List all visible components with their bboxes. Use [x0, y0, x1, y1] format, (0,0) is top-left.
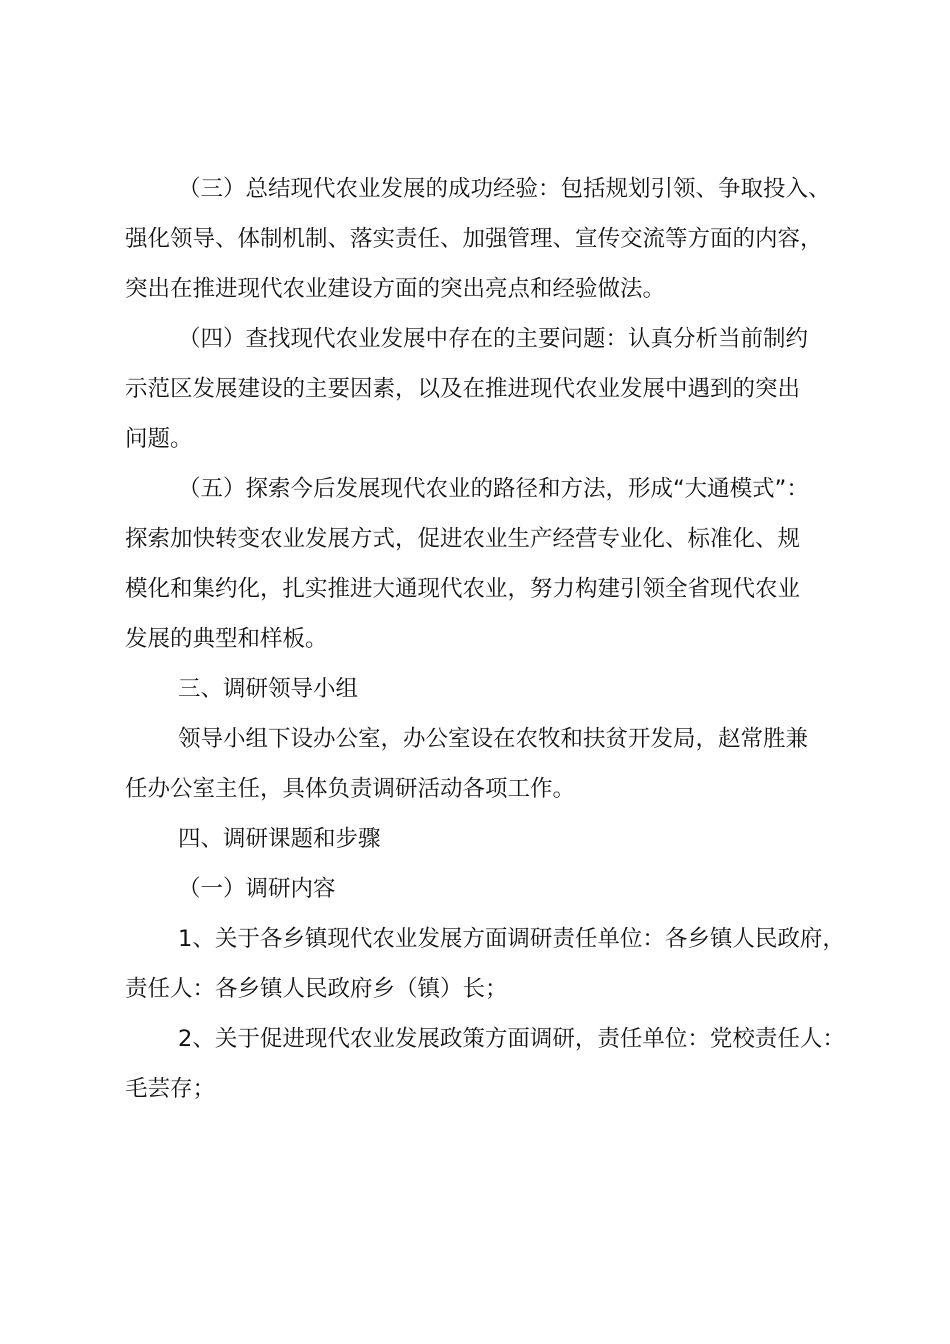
- text-line: 模化和集约化，扎实推进大通现代农业，努力构建引领全省现代农业: [125, 576, 801, 602]
- text-line: 示范区发展建设的主要因素，以及在推进现代农业发展中遇到的突出: [125, 376, 801, 402]
- text-line: （三）总结现代农业发展的成功经验：包括规划引领、争取投入、: [178, 176, 831, 202]
- text-line: 毛芸存；: [125, 1076, 216, 1102]
- list-item: 2、关于促进现代农业发展政策方面调研，责任单位：党校责任人：: [178, 1026, 845, 1052]
- text-line: （五）探索今后发展现代农业的路径和方法，形成“大通模式”：: [178, 476, 809, 502]
- text-line: （四）查找现代农业发展中存在的主要问题：认真分析当前制约: [178, 326, 809, 352]
- text-line: 领导小组下设办公室，办公室设在农牧和扶贫开发局，赵常胜兼: [178, 726, 809, 752]
- text-line: 突出在推进现代农业建设方面的突出亮点和经验做法。: [125, 276, 666, 302]
- text-line: 探索加快转变农业发展方式，促进农业生产经营专业化、标准化、规: [125, 526, 801, 552]
- text-line: 问题。: [125, 426, 193, 452]
- text-line: 发展的典型和样板。: [125, 626, 328, 652]
- subsection-heading: （一）调研内容: [178, 876, 336, 902]
- text-line: 责任人：各乡镇人民政府乡（镇）长；: [125, 976, 508, 1002]
- text-line: 任办公室主任，具体负责调研活动各项工作。: [125, 776, 576, 802]
- section-heading: 三、调研领导小组: [178, 676, 359, 702]
- list-item: 1、关于各乡镇现代农业发展方面调研责任单位：各乡镇人民政府，: [178, 926, 845, 952]
- text-line: 强化领导、体制机制、落实责任、加强管理、宣传交流等方面的内容，: [125, 226, 823, 252]
- section-heading: 四、调研课题和步骤: [178, 826, 381, 852]
